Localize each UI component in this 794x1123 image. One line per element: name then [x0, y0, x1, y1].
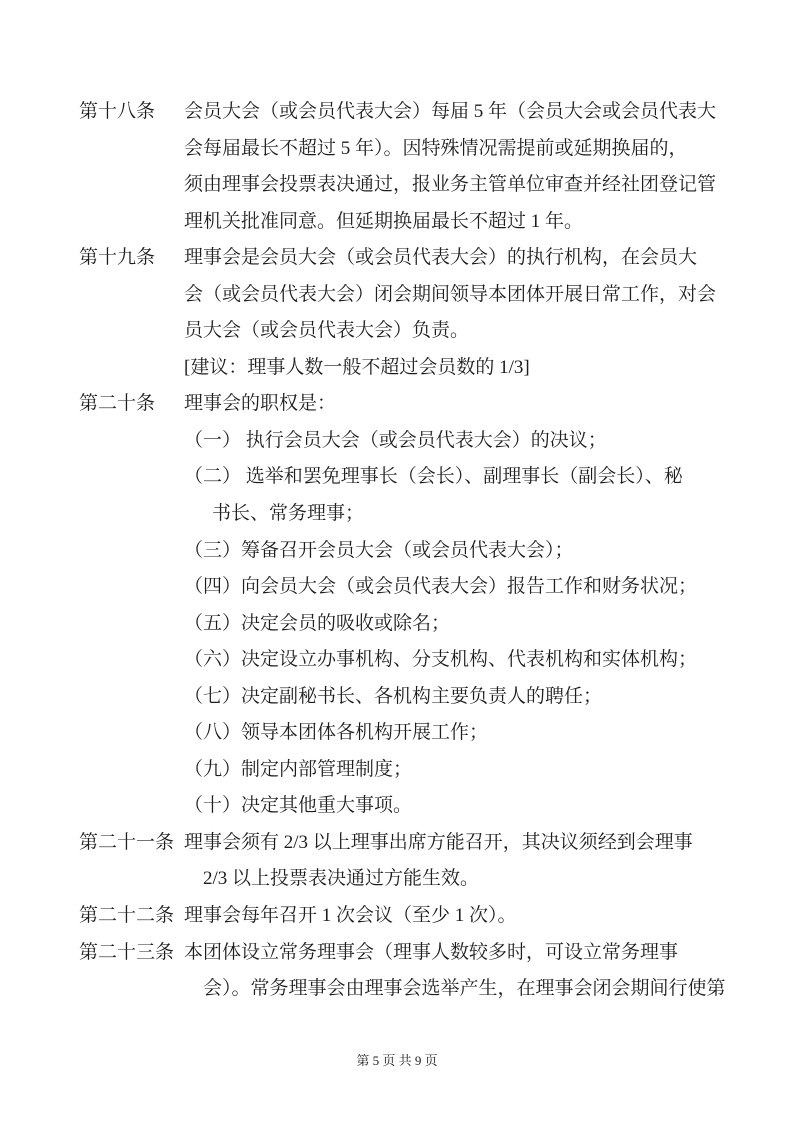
article-text: [184, 94, 729, 240]
article-number: 第十九条: [79, 247, 156, 269]
article-number: 第二十三条: [79, 941, 175, 963]
text-line: 须由理事会投票表决通过，报业务主管单位审查并经社团登记管: [184, 174, 717, 196]
text-line: 会每届最长不超过 5 年）。因特殊情况需提前或延期换届的，: [184, 137, 688, 159]
text-line: 会员大会（或会员代表大会）每届 5 年（会员大会或会员代表大: [184, 101, 717, 122]
article: [79, 898, 729, 935]
text-line: （六）决定设立办事机构、分支机构、代表机构和实体机构；: [184, 649, 698, 671]
page-number-footer: 第 5 页 共 9 页: [356, 1053, 438, 1068]
text-line: （一） 执行会员大会（或会员代表大会）的决议；: [184, 429, 607, 451]
text-line: [建议：理事人数一般不超过会员数的 1/3]: [184, 356, 530, 378]
text-line: （四）向会员大会（或会员代表大会）报告工作和财务状况；: [184, 576, 698, 598]
text-line: （十）决定其他重大事项。: [184, 795, 413, 817]
text-line: （三）筹备召开会员大会（或会员代表大会）；: [184, 539, 574, 561]
article-text: [184, 898, 729, 935]
text-line: 理机关批准同意。但延期换届最长不超过 1 年。: [184, 210, 584, 232]
article-text: [184, 825, 729, 898]
document-body: [79, 94, 729, 1008]
text-line: 理事会的职权是：: [184, 393, 337, 415]
text-line: （七）决定副秘书长、各机构主要负责人的聘任；: [184, 685, 603, 707]
article-text: [184, 240, 729, 386]
text-line: 员大会（或会员代表大会）负责。: [184, 320, 470, 342]
article: [79, 825, 729, 898]
text-line: 会）。常务理事会由理事会选举产生，在理事会闭会期间行使第: [203, 978, 726, 1000]
text-line: 2/3 以上投票表决通过方能生效。: [203, 868, 480, 890]
article: [79, 240, 729, 386]
article-number: 第二十一条: [79, 831, 175, 853]
text-line: （九）制定内部管理制度；: [184, 758, 413, 780]
article: [79, 935, 729, 1008]
article-number: 第二十条: [79, 393, 156, 415]
article-text: [184, 935, 729, 1008]
text-line: （五）决定会员的吸收或除名；: [184, 612, 451, 634]
article: [79, 94, 729, 240]
text-line: 书长、常务理事；: [212, 503, 365, 525]
article-number: 第二十二条: [79, 905, 175, 927]
text-line: （八）领导本团体各机构开展工作；: [184, 722, 489, 744]
text-line: 会（或会员代表大会）闭会期间领导本团体开展日常工作，对会: [184, 283, 717, 305]
article: [79, 386, 729, 825]
article-text: [184, 386, 729, 825]
text-line: 理事会须有 2/3 以上理事出席方能召开，其决议须经到会理事: [184, 831, 693, 853]
text-line: 理事会每年召开 1 次会议（至少 1 次）。: [184, 905, 517, 927]
text-line: （二） 选举和罢免理事长（会长）、副理事长（副会长）、秘: [184, 466, 683, 488]
article-number: 第十八条: [79, 101, 156, 122]
text-line: 本团体设立常务理事会（理事人数较多时，可设立常务理事: [184, 941, 679, 963]
text-line: 理事会是会员大会（或会员代表大会）的执行机构，在会员大: [184, 247, 698, 269]
